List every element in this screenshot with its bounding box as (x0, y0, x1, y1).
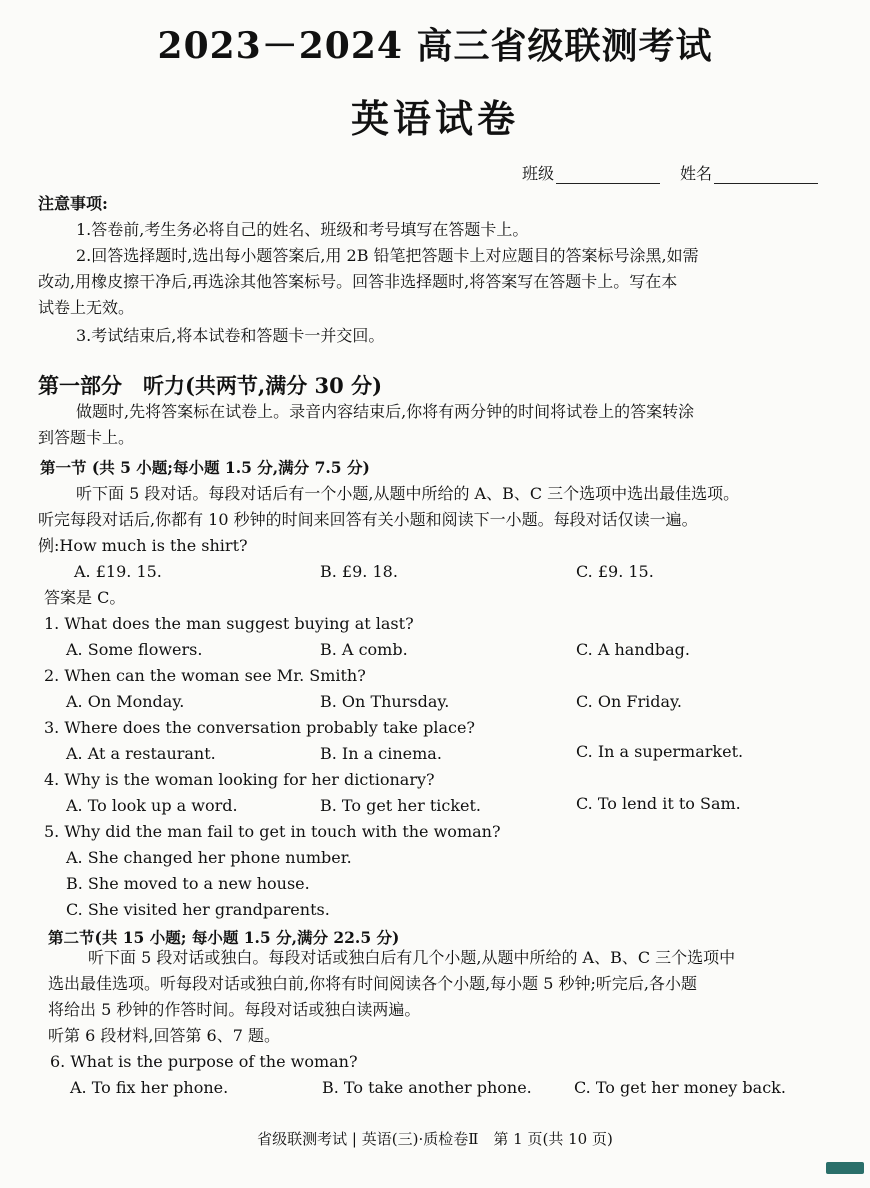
example-option: B. £9. 18. (320, 562, 398, 581)
q1-option-c: C. A handbag. (576, 640, 690, 659)
section1-intro-line: 听完每段对话后,你都有 10 秒钟的时间来回答有关小题和阅读下一小题。每段对话仅读一遍。 (38, 510, 698, 529)
q2-option-c: C. On Friday. (576, 692, 682, 711)
question-4: 4. Why is the woman looking for her dictionary? (44, 770, 435, 789)
part1-intro-line: 到答题卡上。 (38, 428, 135, 447)
q2-option-a: A. On Monday. (66, 692, 185, 711)
q6-option-a: A. To fix her phone. (70, 1078, 229, 1097)
material-note: 听第 6 段材料,回答第 6、7 题。 (48, 1026, 280, 1045)
q3-option-a: A. At a restaurant. (66, 744, 216, 763)
exam-subtitle: 英语试卷 (350, 96, 519, 141)
class-blank (556, 167, 660, 184)
q1-option-b: B. A comb. (320, 640, 408, 659)
q1-option-a: A. Some flowers. (66, 640, 203, 659)
exam-title: 2023－2024 高三省级联测考试 (157, 25, 713, 67)
section2-intro-line: 将给出 5 秒钟的作答时间。每段对话或独白读两遍。 (48, 1000, 421, 1019)
class-label: 班级 (522, 164, 555, 183)
q4-option-a: A. To look up a word. (66, 796, 238, 815)
q5-option-b: B. She moved to a new house. (66, 874, 310, 893)
section2-intro-line: 听下面 5 段对话或独白。每段对话或独白后有几个小题,从题中所给的 A、B、C 三个选项中 (88, 948, 736, 967)
page-footer: 省级联测考试 | 英语(三)·质检卷Ⅱ 第 1 页(共 10 页) (257, 1130, 613, 1148)
q3-option-b: B. In a cinema. (320, 744, 442, 763)
notice-line: 3.考试结束后,将本试卷和答题卡一并交回。 (76, 326, 385, 345)
notice-line: 1.答卷前,考生务必将自己的姓名、班级和考号填写在答题卡上。 (76, 220, 529, 239)
section1-intro-line: 听下面 5 段对话。每段对话后有一个小题,从题中所给的 A、B、C 三个选项中选出最佳选项。 (76, 484, 740, 503)
notice-line: 试卷上无效。 (38, 298, 135, 317)
notice-line: 2.回答选择题时,选出每小题答案后,用 2B 铅笔把答题卡上对应题目的答案标号涂黑,如需 (76, 246, 699, 265)
name-field (680, 164, 818, 184)
notice-line: 改动,用橡皮擦干净后,再选涂其他答案标号。回答非选择题时,将答案写在答题卡上。写在本 (38, 272, 678, 291)
name-label: 姓名 (680, 164, 713, 183)
example-question: 例:How much is the shirt? (38, 536, 248, 555)
q3-option-c: C. In a supermarket. (576, 742, 744, 761)
section2-heading: 第二节(共 15 小题; 每小题 1.5 分,满分 22.5 分) (48, 928, 400, 947)
question-6: 6. What is the purpose of the woman? (50, 1052, 358, 1071)
part1-intro-line: 做题时,先将答案标在试卷上。录音内容结束后,你将有两分钟的时间将试卷上的答案转涂 (76, 402, 695, 421)
section2-intro-line: 选出最佳选项。听每段对话或独白前,你将有时间阅读各个小题,每小题 5 秒钟;听完后,各小题 (48, 974, 698, 993)
q4-option-c: C. To lend it to Sam. (576, 794, 741, 813)
section1-heading: 第一节 (共 5 小题;每小题 1.5 分,满分 7.5 分) (40, 458, 370, 477)
example-option: C. £9. 15. (576, 562, 654, 581)
corner-badge-icon (826, 1162, 864, 1174)
name-blank (714, 167, 818, 184)
question-2: 2. When can the woman see Mr. Smith? (44, 666, 366, 685)
q6-option-b: B. To take another phone. (322, 1078, 532, 1097)
question-3: 3. Where does the conversation probably take place? (44, 718, 475, 737)
q2-option-b: B. On Thursday. (320, 692, 450, 711)
question-1: 1. What does the man suggest buying at last? (44, 614, 414, 633)
part1-heading: 第一部分 听力(共两节,满分 30 分) (38, 373, 383, 398)
example-answer: 答案是 C。 (44, 588, 126, 607)
q6-option-c: C. To get her money back. (574, 1078, 786, 1097)
question-5: 5. Why did the man fail to get in touch with the woman? (44, 822, 501, 841)
q5-option-a: A. She changed her phone number. (66, 848, 352, 867)
notice-heading: 注意事项: (38, 194, 108, 213)
class-field (522, 164, 660, 184)
example-option: A. £19. 15. (74, 562, 162, 581)
q5-option-c: C. She visited her grandparents. (66, 900, 330, 919)
q4-option-b: B. To get her ticket. (320, 796, 481, 815)
